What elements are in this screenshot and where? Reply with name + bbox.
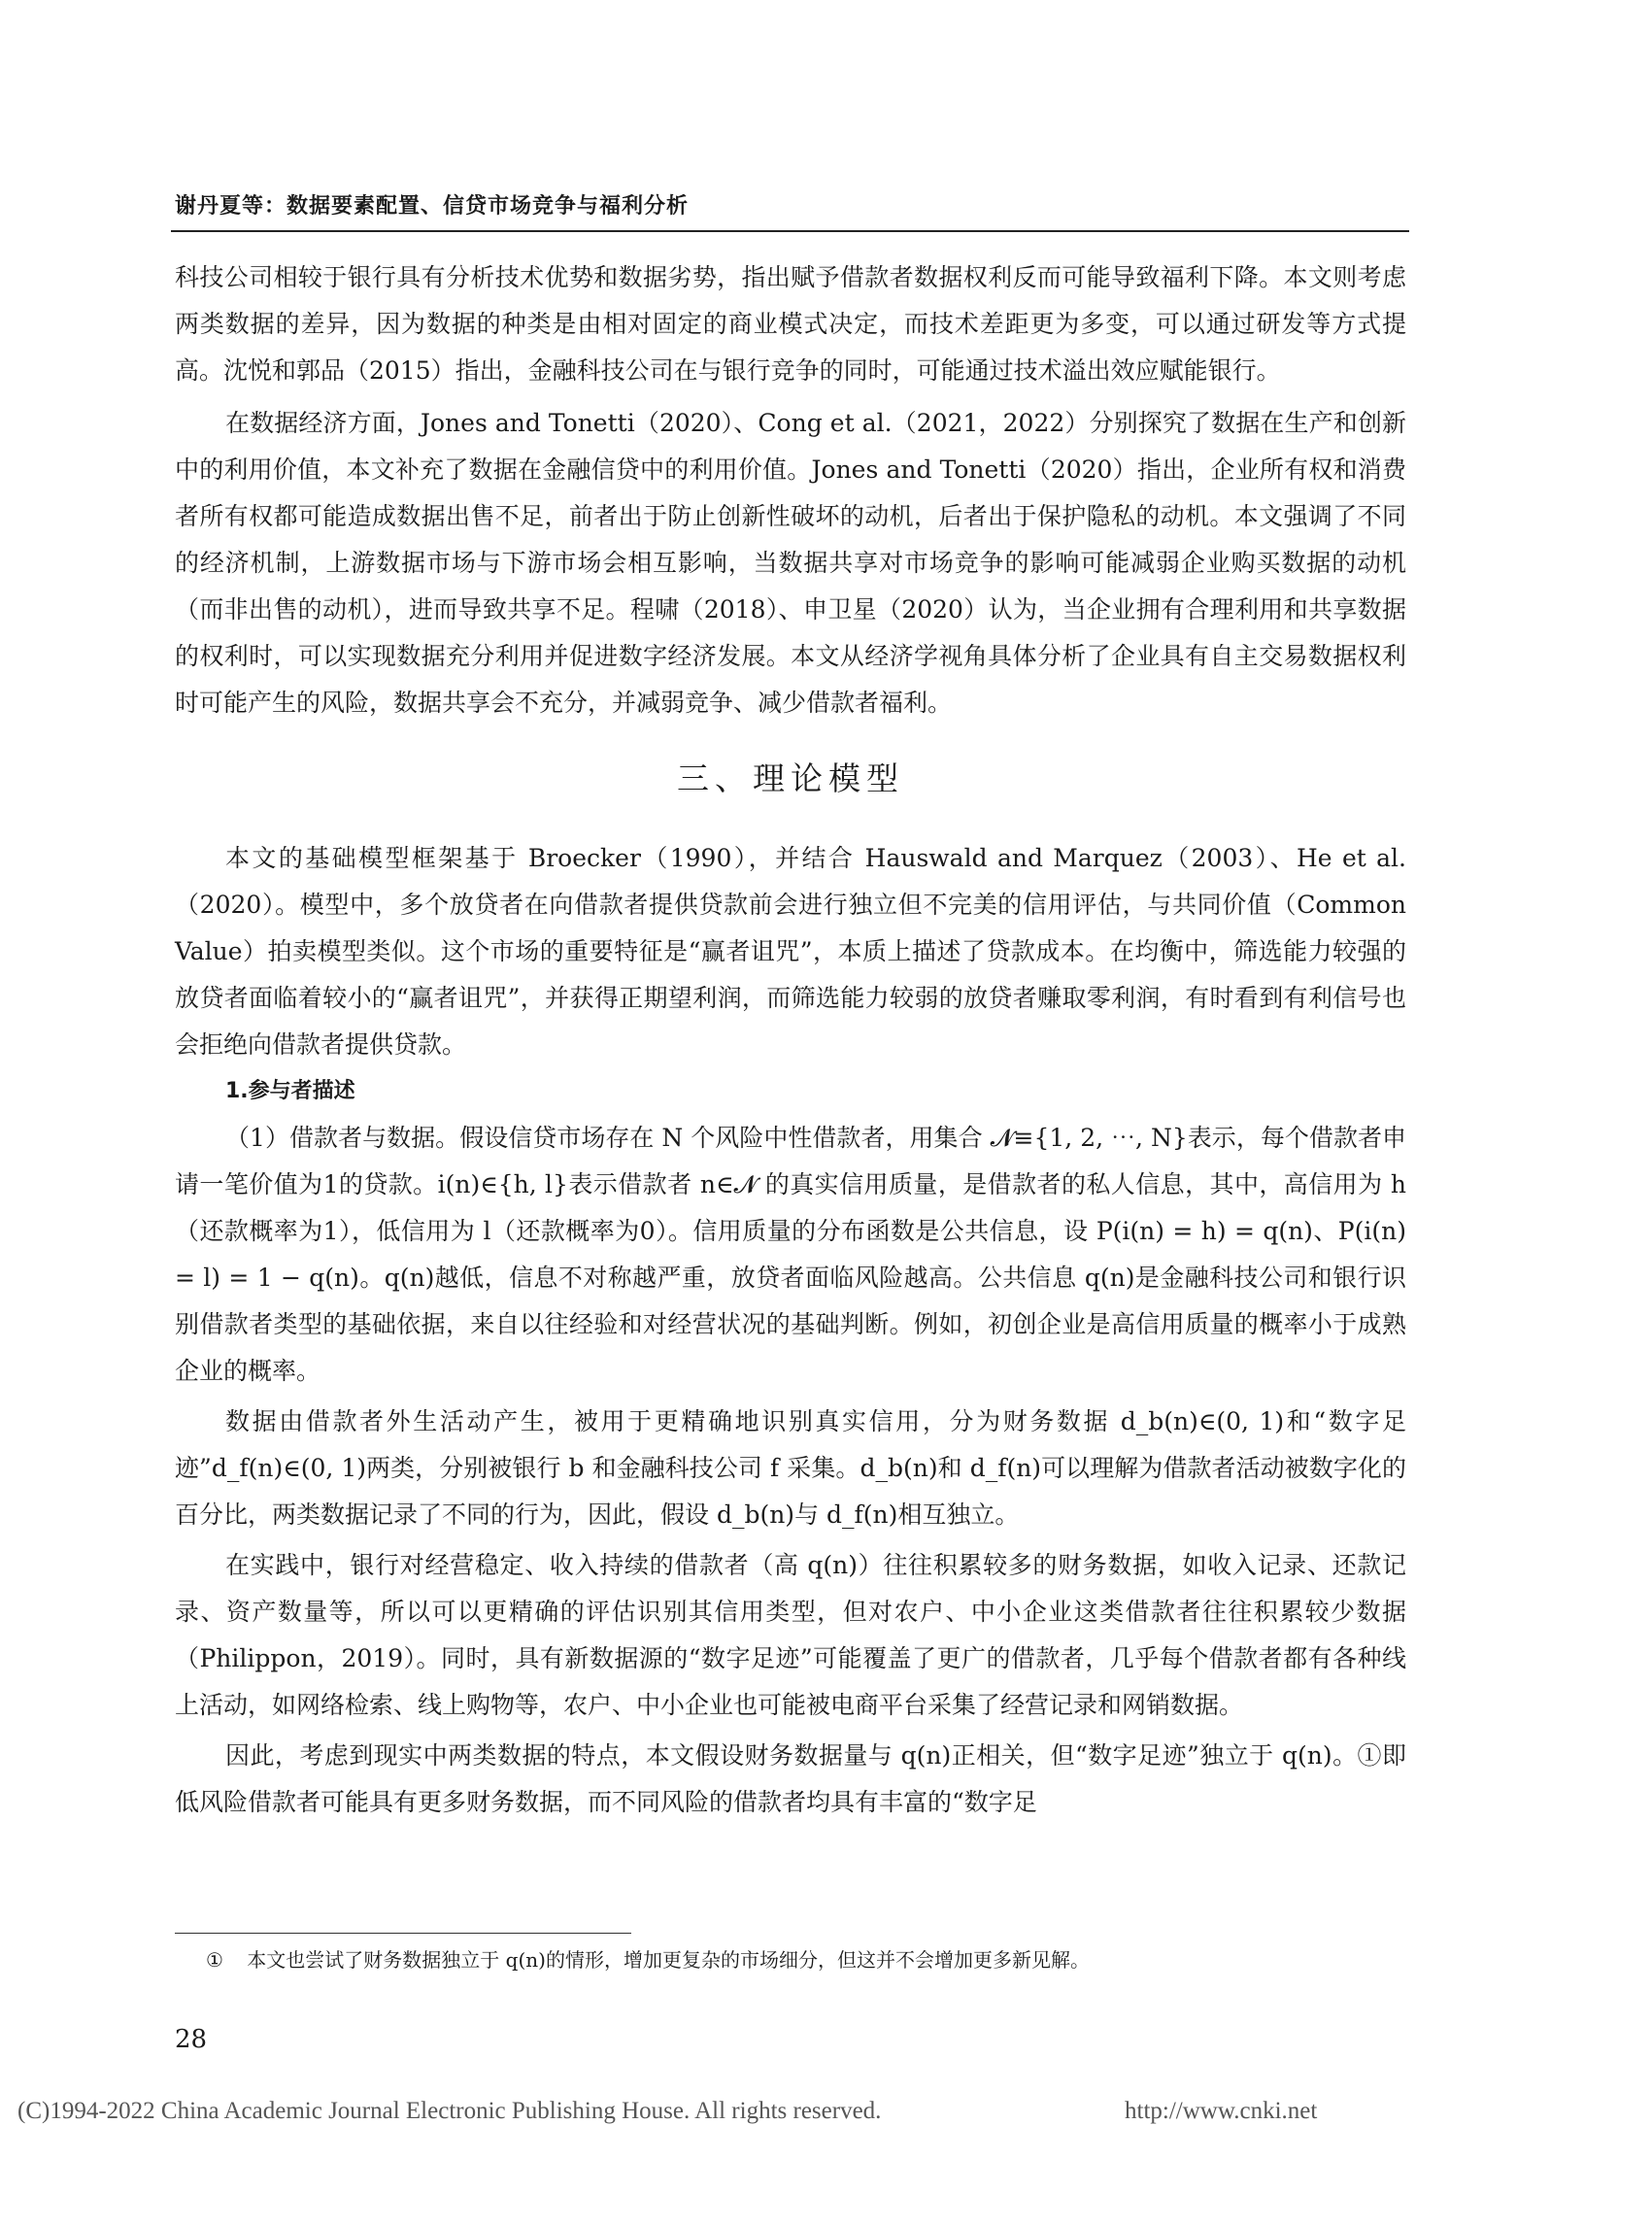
body-text bbox=[175, 254, 1406, 1826]
paragraph-model-intro: 本文的基础模型框架基于 Broecker（1990），并结合 Hauswald and Marquez（2003）、He et al.（2020）。模型中，多个放贷者在向借款者提供贷款前会进行独立但不完美的信用评估，与共同价值（Common Value）拍卖模型类似。这个市场的重要特征是“赢者诅咒”，本质上描述了贷款成本。在均衡中，筛选能力较强的放贷者面临着较小的“赢者诅咒”，并获得正期望利润，而筛选能力较弱的放贷者赚取零利润，有时看到有利信号也会拒绝向借款者提供贷款。 bbox=[175, 844, 1406, 1059]
paragraph-practice: 在实践中，银行对经营稳定、收入持续的借款者（高 q(n)）往往积累较多的财务数据，如收入记录、还款记录、资产数量等，所以可以更精确的评估识别其信用类型，但对农户、中小企业这类借款者往往积累较少数据（Philippon，2019）。同时，具有新数据源的“数字足迹”可能覆盖了更广的借款者，几乎每个借款者都有各种线上活动，如网络检索、线上购物等，农户、中小企业也可能被电商平台采集了经营记录和网销数据。 bbox=[175, 1551, 1406, 1719]
header-rule bbox=[171, 230, 1409, 232]
footnote-rule bbox=[175, 1933, 631, 1934]
paragraph-borrowers: （1）借款者与数据。假设信贷市场存在 N 个风险中性借款者，用集合 𝓝≡{1, 2, ⋯, N}表示，每个借款者申请一笔价值为1的贷款。i(n)∈{h, l}表示借款者 n∈𝓝 的真实信用质量，是借款者的私人信息，其中，高信用为 h（还款概率为1），低信用为 l（还款概率为0）。信用质量的分布函数是公共信息，设 P(i(n) = h) = q(n)、P(i(n) = l) = 1 − q(n)。q(n)越低，信息不对称越严重，放贷者面临风险越高。公共信息 q(n)是金融科技公司和银行识别借款者类型的基础依据，来自以往经验和对经营状况的基础判断。例如，初创企业是高信用质量的概率小于成熟企业的概率。 bbox=[175, 1124, 1406, 1385]
footnote bbox=[206, 1945, 1090, 1974]
paragraph-data-types: 数据由借款者外生活动产生，被用于更精确地识别真实信用，分为财务数据 d_b(n)∈(0, 1)和“数字足迹”d_f(n)∈(0, 1)两类，分别被银行 b 和金融科技公司 f 采集。d_b(n)和 d_f(n)可以理解为借款者活动被数字化的百分比，两类数据记录了不同的行为，因此，假设 d_b(n)与 d_f(n)相互独立。 bbox=[175, 1407, 1406, 1529]
running-title: 谢丹夏等：数据要素配置、信贷市场竞争与福利分析 bbox=[175, 194, 690, 219]
paragraph-data-economy: 在数据经济方面，Jones and Tonetti（2020）、Cong et al.（2021，2022）分别探究了数据在生产和创新中的利用价值，本文补充了数据在金融信贷中的利用价值。Jones and Tonetti（2020）指出，企业所有权和消费者所有权都可能造成数据出售不足，前者出于防止创新性破坏的动机，后者出于保护隐私的动机。本文强调了不同的经济机制，上游数据市场与下游市场会相互影响，当数据共享对市场竞争的影响可能减弱企业购买数据的动机（而非出售的动机），进而导致共享不足。程啸（2018）、申卫星（2020）认为，当企业拥有合理利用和共享数据的权利时，可以实现数据充分利用并促进数字经济发展。本文从经济学视角具体分析了企业具有自主交易数据权利时可能产生的风险，数据共享会不充分，并减弱竞争、减少借款者福利。 bbox=[175, 409, 1406, 717]
page-number: 28 bbox=[175, 2025, 208, 2054]
footnote-marker: ① bbox=[206, 1948, 223, 1972]
subsection-title: 1.参与者描述 bbox=[225, 1079, 355, 1103]
paragraph-assumption: 因此，考虑到现实中两类数据的特点，本文假设财务数据量与 q(n)正相关，但“数字足迹”独立于 q(n)。①即低风险借款者可能具有更多财务数据，而不同风险的借款者均具有丰富的“数字足 bbox=[175, 1741, 1406, 1816]
cnki-link[interactable]: http://www.cnki.net bbox=[1125, 2098, 1318, 2124]
section-title: 三、理论模型 bbox=[677, 759, 904, 797]
footnote-text: 本文也尝试了财务数据独立于 q(n)的情形，增加更复杂的市场细分，但这并不会增加更多新见解。 bbox=[247, 1948, 1090, 1972]
paragraph-continued: 科技公司相较于银行具有分析技术优势和数据劣势，指出赋予借款者数据权利反而可能导致福利下降。本文则考虑两类数据的差异，因为数据的种类是由相对固定的商业模式决定，而技术差距更为多变，可以通过研发等方式提高。沈悦和郭品（2015）指出，金融科技公司在与银行竞争的同时，可能通过技术溢出效应赋能银行。 bbox=[175, 263, 1406, 385]
copyright-notice: (C)1994-2022 China Academic Journal Electronic Publishing House. All rights reserved. bbox=[17, 2098, 882, 2124]
